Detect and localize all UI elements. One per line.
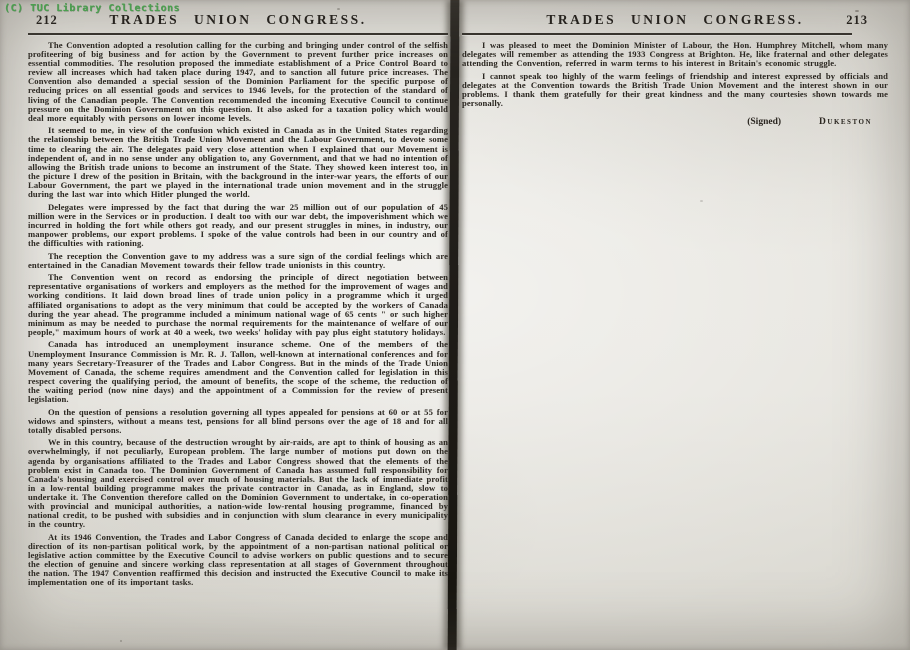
paragraph: On the question of pensions a resolution governing all types appealed for pensions at 60 or at 55 for widows and spinsters, without a means test, pensions for all blind persons over the age of 18 and for all totally disabled persons. <box>28 406 448 435</box>
signature-label: (Signed) <box>747 117 782 128</box>
header-rule-left <box>28 33 448 35</box>
page-right <box>462 12 888 127</box>
running-title-right: TRADES UNION CONGRESS. <box>546 12 804 27</box>
signature-row <box>462 117 888 127</box>
header-rule-right <box>462 33 852 35</box>
paragraph: We in this country, because of the destruction wrought by air-raids, are apt to think of housing as an overwhelmingly, if not peculiarly, European problem. The large number of motions put down on the agenda by organisations affiliated to the Trades and Labor Congress showed that the elements of the problem exist in Canada too. The Dominion Government of Canada has assumed full responsibility for Canada's housing and exercised control over much of housing materials. But the lack of immediate profit in a low-rental building programme makes the private contractor in Canada, as in England, slow to undertake it. The Convention therefore called on the Dominion Government to undertake, in co-operation with provincial and municipal authorities, a nation-wide low-rental housing programme, financed by national credit, to be pushed with subsidies and in conjunction with slum clearance in every municipality in the country. <box>28 437 448 530</box>
page-right-body <box>462 41 888 108</box>
paragraph: I was pleased to meet the Dominion Minister of Labour, the Hon. Humphrey Mitchell, whom many delegates will remember as attending the 1933 Congress at Brighton. He, like fraternal and other delegates attending the Convention, referred in warm terms to his interest in Britain's economic struggle. <box>462 40 888 69</box>
paragraph: It seemed to me, in view of the confusion which existed in Canada as in the United States regarding the relationship between the British Trade Union Movement and the Labour Government, to devote some time to clearing the air. The delegates paid very close attention when I explained that our Movement is independent of, and in no sense under any obligation to, any Government, and that we had no intention of allowing the British trade unions to become an instrument of the State. They showed keen interest too, in the picture I drew of the position in Britain, with the background in the inter-war years, the efforts of our Labour Government, the part we played in the international trade union movement and in the struggle during the last war into which Hitler plunged the world. <box>28 125 448 199</box>
page-number-left: 212 <box>36 13 58 27</box>
page-gutter-shadow <box>448 0 460 650</box>
paragraph: At its 1946 Convention, the Trades and Labor Congress of Canada decided to enlarge the scope and direction of its non-partisan political work, by the appointment of a non-partisan national political or legislative action committee by the Executive Council to advise workers on public questions and to secure the election of genuine and sincere working class representation at all stages of Government throughout the nation. The 1947 Convention reaffirmed this decision and instructed the Executive Council to make its implementation one of its important tasks. <box>28 531 448 588</box>
scan-speck <box>855 10 859 12</box>
paragraph: Delegates were impressed by the fact that during the war 25 million out of our population of 45 million were in the Services or in production. I dealt too with our war debt, the impoverishment which we incurred in holding the fort while others got ready, and our present struggles in mines, in industry, our manpower problems, our export problems. I spoke of the value controls had been in our country and of the difficulties with rationing. <box>28 201 448 248</box>
paragraph: The reception the Convention gave to my address was a sure sign of the cordial feelings which are entertained in the Canadian Movement towards their fellow trade unionists in this country. <box>28 250 448 270</box>
page-number-right: 213 <box>846 13 868 27</box>
signature-name: Dukeston <box>819 117 872 128</box>
library-watermark: (C) TUC Library Collections <box>4 3 181 14</box>
page-left-header <box>28 12 448 30</box>
page-left <box>28 12 448 591</box>
paragraph: Canada has introduced an unemployment insurance scheme. One of the members of the Unemployment Insurance Commission is Mr. R. J. Tallon, well-known at international conferences and for many years Secretary-Treasurer of the Trades and Labor Congress. But in the minds of the Trade Union Movement of Canada, the scheme requires amendment and the Convention called for legislation in this respect covering the qualifying period, the amount of benefits, the scope of the scheme, the reduction of the waiting period (now nine days) and the appointment of a Commission for the review of present legislation. <box>28 339 448 404</box>
scan-speck <box>337 8 340 10</box>
scan-speck <box>700 200 703 202</box>
paragraph: The Convention went on record as endorsing the principle of direct negotiation between representative organisations of workers and employers as the method for the improvement of wages and working conditions. It laid down broad lines of trade union policy in a programme which it urged affiliated organisations to adopt as the very minimum that could be accepted by the workers of Canada during the year ahead. The programme included a minimum national wage of 65 cents " or such higher minimum as may be needed to purchase the normal requirements for the maintenance of welfare of our people," maximum hours of work at 40 a week, two weeks' holiday with pay plus eight statutory holidays. <box>28 272 448 337</box>
running-title-left: TRADES UNION CONGRESS. <box>109 12 367 27</box>
page-right-header <box>462 12 888 30</box>
scan-speck <box>120 640 122 642</box>
paragraph: I cannot speak too highly of the warm feelings of friendship and interest expressed by officials and delegates at the Convention towards the British Trade Union Movement and the interest shown in our problems. I thank them gratefully for their great kindness and the many courtesies shown towards me personally. <box>462 70 888 109</box>
paragraph: The Convention adopted a resolution calling for the curbing and bringing under control of the selfish profiteering of big business and for action by the Government to prevent further price increases on essential commodities. The resolution proposed the immediate establishment of a Price Control Board to review all increases which had taken place during 1947, and to sanction all future price increases. The Convention also demanded a special session of the Dominion Parliament for the specific purpose of reducing prices on all essential goods and services to 1946 levels, for the protection of the standard of living of the Canadian people. The Convention recommended the incoming Executive Council to continue pressure on the Dominion Government on this question. It also asked for a taxation policy which would deal more equitably with persons on lower income levels. <box>28 40 448 123</box>
page-left-body <box>28 41 448 587</box>
